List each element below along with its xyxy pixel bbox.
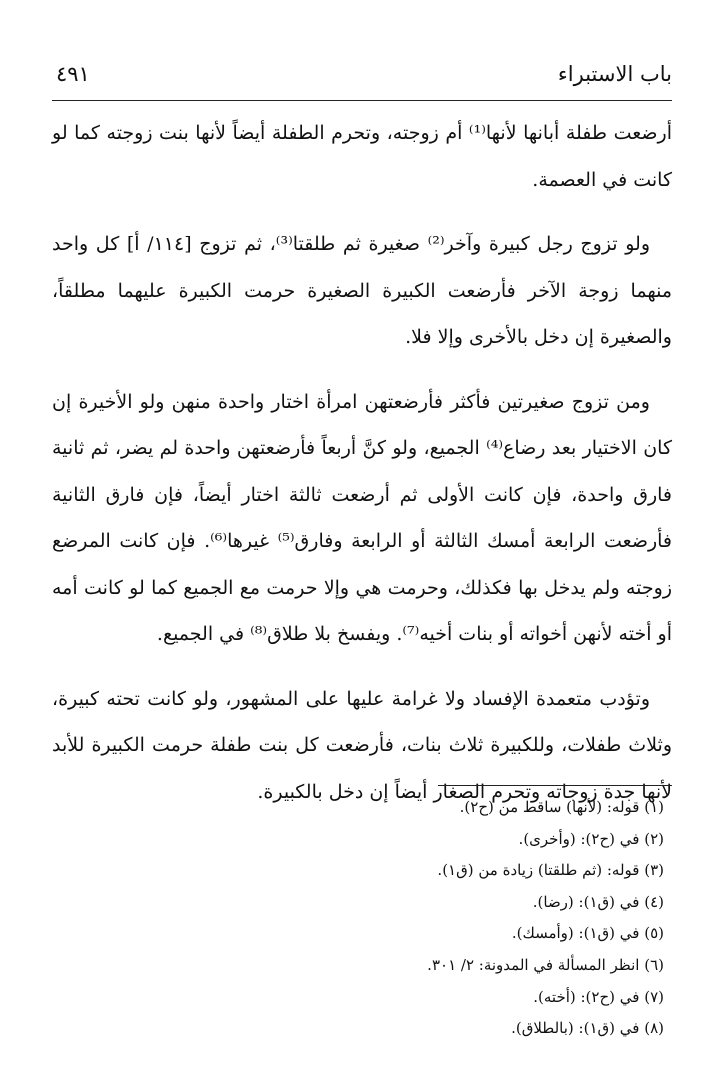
paragraph: وتؤدب متعمدة الإفساد ولا غرامة عليها على المشهور، ولو كانت تحته كبيرة، وثلاث طفلات، وللكبيرة ثلاث بنات، فأرضعت كل بنت طفلة حرمت الكبيرة للأبد لأنها جدة زوجاته وتحرم الصغار أيضاً إن دخل بالكبيرة. (52, 687, 672, 803)
footnote: (٤) في (ق١): (رضا). (532, 892, 664, 911)
footnote-divider (438, 785, 672, 786)
header-divider (52, 100, 672, 101)
main-text (52, 110, 672, 833)
footnote: (٦) انظر المسألة في المدونة: ٢/ ٣٠١. (427, 955, 664, 974)
running-header (52, 60, 672, 96)
chapter-title: باب الاستبراء (557, 62, 672, 86)
footnote: (٥) في (ق١): (وأمسك). (511, 924, 664, 943)
page-number: ٤٩١ (56, 62, 90, 86)
paragraph: أرضعت طفلة أبانها لأنها⁽¹⁾ أم زوجته، وتحرم الطفلة أيضاً لأنها بنت زوجته كما لو كانت في العصمة. (52, 122, 672, 191)
footnotes (52, 792, 664, 1045)
footnote: (٧) في (ح٢): (أخته). (533, 987, 664, 1006)
footnote: (٢) في (ح٢): (وأخرى). (518, 829, 664, 848)
footnote: (٣) قوله: (ثم طلقتا) زيادة من (ق١). (437, 861, 664, 880)
paragraph: ولو تزوج رجل كبيرة وآخر⁽²⁾ صغيرة ثم طلقتا⁽³⁾، ثم تزوج [١١٤/ أ] كل واحد منهما زوجة الآخر فأرضعت الكبيرة الصغيرة حرمت الكبيرة عليهما مطلقاً، والصغيرة إن دخل بالأخرى وإلا فلا. (52, 233, 672, 348)
footnote: (٨) في (ق١): (بالطلاق). (511, 1019, 664, 1038)
paragraph: ومن تزوج صغيرتين فأكثر فأرضعتهن امرأة اختار واحدة منهن ولو الأخيرة إن كان الاختيار بعد رضاع⁽⁴⁾ الجميع، ولو كنَّ أربعاً فأرضعتهن واحدة لم يضر، ثم ثانية فارق واحدة، فإن كانت الأولى ثم أرضعت ثالثة اختار أيضاً، فإن فارق الثانية فأرضعت الرابعة أمسك الثالثة أو الرابعة وفارق⁽⁵⁾ غيرها⁽⁶⁾. فإن كانت المرضع زوجته ولم يدخل بها فكذلك، وحرمت هي وإلا حرمت مع الجميع كما لو كانت أمه أو أخته لأنهن أخواته أو بنات أخيه⁽⁷⁾. ويفسخ بلا طلاق⁽⁸⁾ في الجميع. (52, 390, 672, 645)
footnote: (١) قوله: (لأنها) ساقط من (ح٢). (459, 798, 664, 816)
